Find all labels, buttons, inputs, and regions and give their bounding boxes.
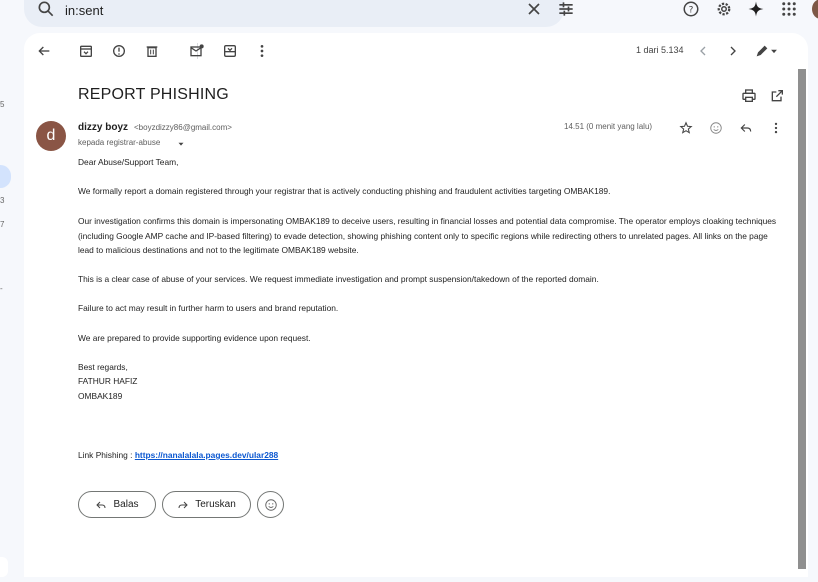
gemini-icon[interactable]	[747, 0, 765, 18]
phishing-link-label: Link Phishing :	[78, 450, 135, 460]
svg-text:?: ?	[688, 5, 694, 16]
input-tools-pen-icon[interactable]	[754, 43, 770, 59]
star-icon[interactable]	[679, 121, 693, 135]
forward-icon	[177, 499, 189, 511]
forward-button-label: Teruskan	[195, 499, 236, 510]
email-toolbar	[24, 33, 808, 69]
email-timestamp: 14.51 (0 menit yang lalu)	[564, 122, 653, 131]
search-input[interactable]: in:sent	[65, 3, 104, 18]
more-vert-icon[interactable]	[769, 121, 783, 135]
email-view-panel	[24, 33, 808, 577]
chevron-down-icon[interactable]	[176, 139, 186, 149]
scrollbar-thumb[interactable]	[798, 69, 806, 569]
recipient-line: kepada registrar-abuse	[78, 138, 161, 147]
search-options-icon[interactable]	[556, 0, 576, 19]
forward-button[interactable]	[162, 491, 251, 518]
gear-icon[interactable]	[715, 0, 733, 18]
email-body-paragraph: Dear Abuse/Support Team,	[78, 157, 179, 167]
reply-button[interactable]	[78, 491, 156, 518]
close-icon[interactable]	[524, 0, 544, 19]
email-signoff-line: OMBAK189	[78, 391, 123, 401]
archive-icon[interactable]	[78, 43, 94, 59]
emoji-icon[interactable]	[709, 121, 723, 135]
open-new-window-icon[interactable]	[769, 88, 785, 104]
report-spam-icon[interactable]	[111, 43, 127, 59]
search-icon[interactable]	[36, 0, 56, 19]
move-to-icon[interactable]	[222, 43, 238, 59]
sidebar-item[interactable]	[0, 557, 8, 577]
email-body-paragraph: We formally report a domain registered through your registrar that is actively conducting phishing and fraudulent activities targeting OMBAK189.	[78, 186, 611, 196]
sidebar-selected-item[interactable]	[0, 165, 11, 188]
email-body-paragraph: Failure to act may result in further harm to users and brand reputation.	[78, 303, 339, 313]
email-subject: REPORT PHISHING	[78, 86, 229, 103]
account-avatar[interactable]	[812, 0, 818, 19]
sender-avatar[interactable]: d	[36, 121, 66, 151]
left-sidebar-edge	[0, 0, 24, 582]
chevron-right-icon[interactable]	[725, 43, 741, 59]
apps-grid-icon[interactable]	[780, 0, 798, 18]
email-body-paragraph: This is a clear case of abuse of your services. We request immediate investigation and prompt suspension/takedown of the reported domain.	[78, 274, 599, 284]
reply-icon	[95, 499, 107, 511]
email-body-paragraph: We are prepared to provide supporting evidence upon request.	[78, 333, 311, 343]
sidebar-count: 3	[0, 196, 5, 205]
sidebar-count: 7	[0, 220, 5, 229]
help-icon[interactable]	[682, 0, 700, 18]
search-bar[interactable]	[24, 0, 564, 27]
print-icon[interactable]	[741, 88, 757, 104]
more-vert-icon[interactable]	[254, 43, 270, 59]
pagination-label: 1 dari 5.134	[636, 45, 684, 55]
email-signoff-line: FATHUR HAFIZ	[78, 376, 138, 386]
reply-button-label: Balas	[113, 499, 139, 510]
sender-email: <boyzdizzy86@gmail.com>	[134, 123, 232, 132]
emoji-reaction-button[interactable]	[257, 491, 284, 518]
email-signoff-line: Best regards,	[78, 362, 128, 372]
phishing-link[interactable]: https://nanalalala.pages.dev/ular288	[134, 450, 279, 460]
emoji-icon	[264, 498, 278, 512]
sidebar-divider-dash: -	[0, 284, 3, 293]
mark-unread-icon[interactable]	[189, 43, 205, 59]
sidebar-count: 5	[0, 100, 5, 109]
trash-icon[interactable]	[144, 43, 160, 59]
sender-name[interactable]: dizzy boyz	[78, 122, 129, 133]
email-body-paragraph: Our investigation confirms this domain is impersonating OMBAK189 to deceive users, resulting in financial losses and potential data compromise. The operator employs cloaking techniques (including Google AMP cache and IP-based filtering) to evade detection, showing phishing content only to specific regions while redirecting others to unrelated pages. All links on the page lead to malicious destinations and not to the legitimate OMBAK189 website.	[78, 216, 777, 255]
chevron-down-icon[interactable]	[769, 43, 779, 59]
phishing-link-line	[78, 450, 278, 460]
chevron-left-icon[interactable]	[695, 43, 711, 59]
reply-icon[interactable]	[739, 121, 753, 135]
back-arrow-icon[interactable]	[36, 43, 52, 59]
